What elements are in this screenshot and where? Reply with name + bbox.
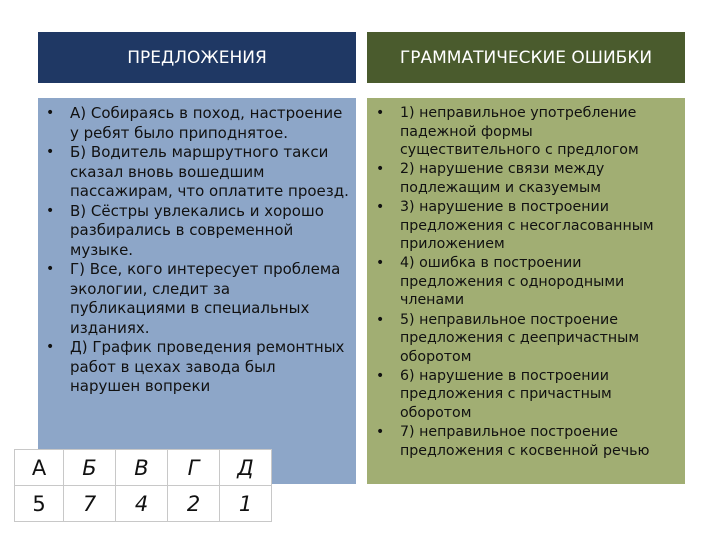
answer-letter-b: Б xyxy=(64,450,116,486)
error-4: • 4) ошибка в построении предложения с однородными членами xyxy=(400,254,677,310)
answer-letter-a: А xyxy=(15,450,64,486)
sentence-g: • Г) Все, кого интересует проблема экологии, следит за публикациями в специальных изданиях. xyxy=(70,260,350,338)
answer-number-v: 4 xyxy=(116,486,168,522)
sentence-a: • А) Собираясь в поход, настроение у ребят было приподнятое. xyxy=(70,104,350,143)
sentence-b: • Б) Водитель маршрутного такси сказал вновь вошедшим пассажирам, что оплатите проезд. xyxy=(70,143,350,202)
answer-table xyxy=(14,449,272,522)
sentence-v: • В) Сёстры увлекались и хорошо разбирались в современной музыке. xyxy=(70,202,350,261)
answer-letter-v: В xyxy=(116,450,168,486)
answer-letter-g: Г xyxy=(168,450,220,486)
answer-numbers-row xyxy=(15,486,272,522)
answer-letters-row xyxy=(15,450,272,486)
answer-number-g: 2 xyxy=(168,486,220,522)
errors-list xyxy=(400,104,677,460)
answer-number-d: 1 xyxy=(220,486,272,522)
sentences-list xyxy=(70,104,350,397)
answer-number-b: 7 xyxy=(64,486,116,522)
sentence-d: • Д) График проведения ремонтных работ в цехах завода был нарушен вопреки xyxy=(70,338,350,397)
error-1: • 1) неправильное употребление падежной формы существительного с предлогом xyxy=(400,104,677,160)
error-2: • 2) нарушение связи между подлежащим и сказуемым xyxy=(400,160,677,197)
error-6: • 6) нарушение в построении предложения с причастным оборотом xyxy=(400,367,677,423)
answer-letter-d: Д xyxy=(220,450,272,486)
answer-number-a: 5 xyxy=(15,486,64,522)
errors-header: ГРАММАТИЧЕСКИЕ ОШИБКИ xyxy=(367,32,685,83)
error-3: • 3) нарушение в построении предложения с несогласованным приложением xyxy=(400,198,677,254)
error-5: • 5) неправильное построение предложения с деепричастным оборотом xyxy=(400,311,677,367)
errors-panel xyxy=(367,98,685,484)
sentences-panel xyxy=(38,98,356,484)
sentences-header: ПРЕДЛОЖЕНИЯ xyxy=(38,32,356,83)
error-7: • 7) неправильное построение предложения с косвенной речью xyxy=(400,423,677,460)
